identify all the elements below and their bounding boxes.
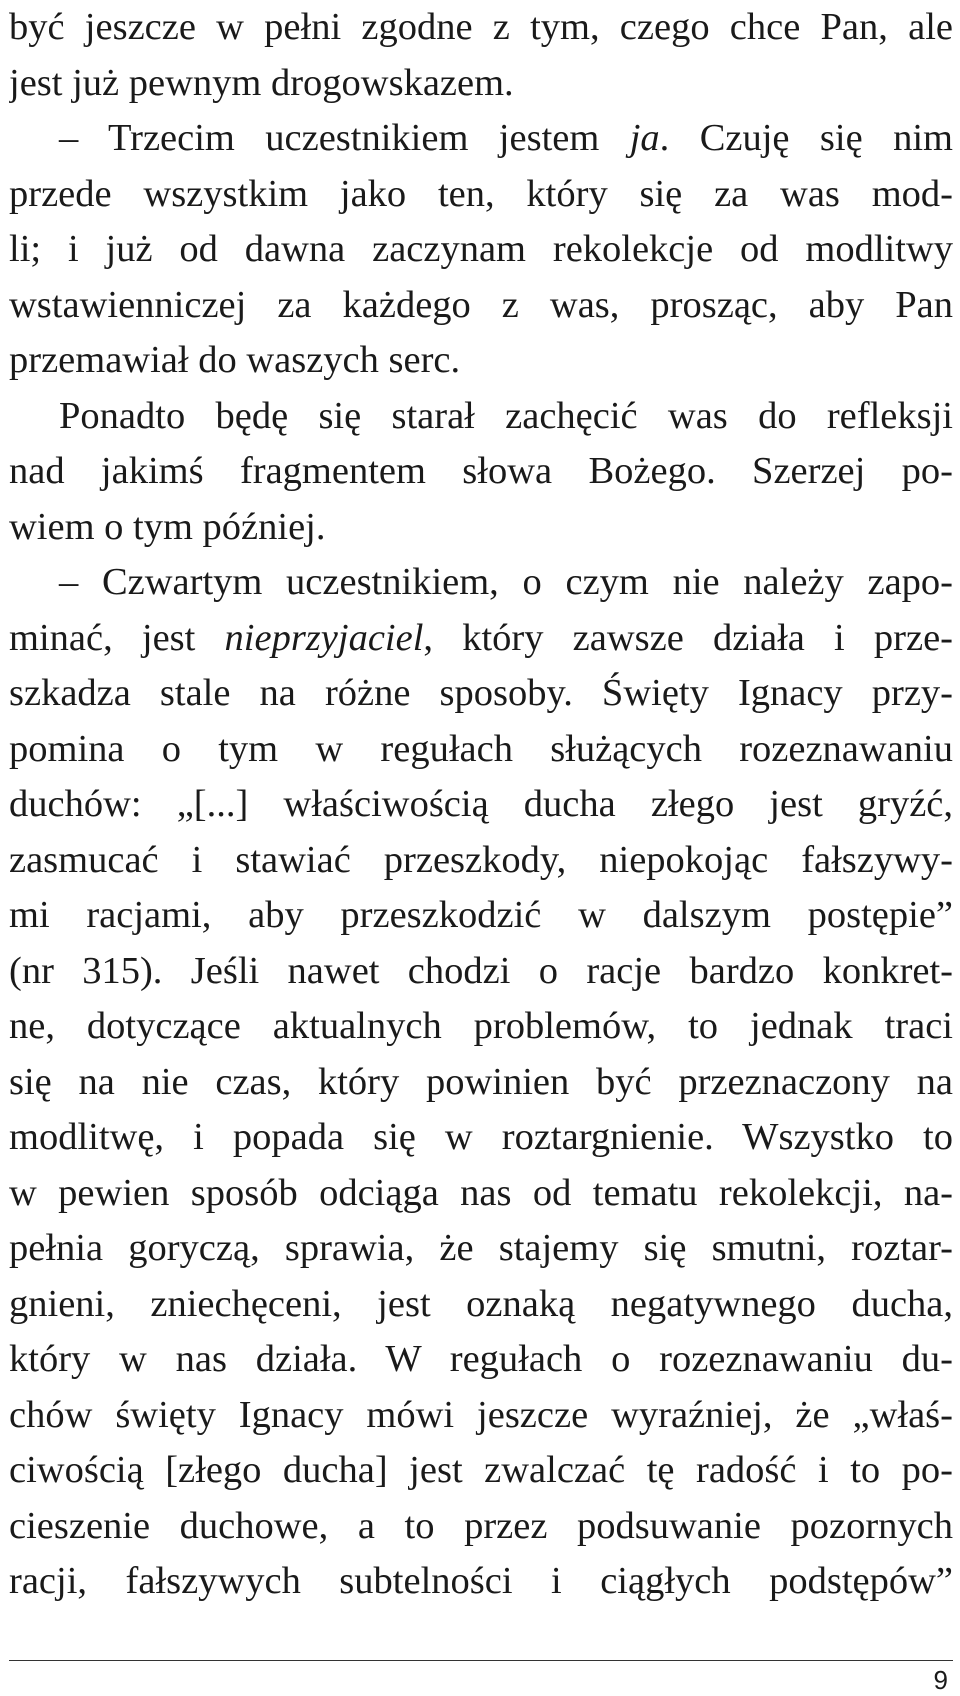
text-line: być jeszcze w pełni zgodne z tym, czego chce Pan, ale (9, 6, 953, 48)
text-line: wstawienniczej za każdego z was, prosząc, aby Pan (9, 283, 953, 326)
text-line: wiem o tym później. (9, 505, 326, 548)
text-line: zasmucać i stawiać przeszkody, niepokojąc fałszywy- (9, 838, 953, 881)
text-line: cieszenie duchowe, a to przez podsuwanie pozornych (9, 1504, 953, 1547)
text-line: li; i już od dawna zaczynam rekolekcje od modlitwy (9, 228, 953, 270)
text-line (9, 611, 953, 667)
footer-rule (9, 1660, 953, 1661)
emphasized-text: ja (629, 117, 660, 159)
text-line: pomina o tym w regułach służących rozeznawaniu (9, 727, 953, 770)
text-line: – Czwartym uczestnikiem, o czym nie należy zapo- (59, 561, 953, 603)
text-line: szkadza stale na różne sposoby. Święty Ignacy przy- (9, 672, 953, 714)
text-line: modlitwę, i popada się w roztargnienie. Wszystko to (9, 1116, 953, 1158)
text-line: ciwością [złego ducha] jest zwalczać tę radość i to po- (9, 1449, 953, 1491)
text-segment: . Czuję się nim (659, 117, 953, 159)
text-line: (nr 315). Jeśli nawet chodzi o racje bardzo konkret- (9, 949, 953, 992)
text-segment: minać, jest (9, 616, 225, 659)
text-line: Ponadto będę się starał zachęcić was do refleksji (59, 394, 953, 437)
text-line: się na nie czas, który powinien być przeznaczony na (9, 1060, 953, 1103)
text-line: racji, fałszywych subtelności i ciągłych podstępów” (9, 1560, 953, 1602)
text-line: gnieni, zniechęceni, jest oznaką negatywnego ducha, (9, 1282, 953, 1325)
text-line: ne, dotyczące aktualnych problemów, to jednak traci (9, 1005, 953, 1047)
text-line: nad jakimś fragmentem słowa Bożego. Szerzej po- (9, 450, 953, 492)
text-line: który w nas działa. W regułach o rozeznawaniu du- (9, 1338, 953, 1380)
text-line: jest już pewnym drogowskazem. (9, 61, 514, 104)
text-line: przede wszystkim jako ten, który się za was mod- (9, 172, 953, 215)
text-line: przemawiał do waszych serc. (9, 339, 461, 381)
text-line: duchów: „[...] właściwością ducha złego jest gryźć, (9, 783, 953, 825)
page-body (9, 0, 953, 1610)
text-line: pełnia goryczą, sprawia, że stajemy się smutni, roztar- (9, 1227, 953, 1269)
text-line: mi racjami, aby przeszkodzić w dalszym postępie” (9, 894, 953, 936)
page-number: 9 (933, 1665, 948, 1695)
emphasized-text: nieprzyjaciel (224, 616, 424, 659)
text-segment: – Trzecim uczestnikiem jestem (59, 117, 630, 159)
text-segment: , który zawsze działa i prze- (423, 616, 953, 659)
text-line: w pewien sposób odciąga nas od tematu rekolekcji, na- (9, 1171, 953, 1214)
text-line (9, 111, 953, 167)
text-line: chów święty Ignacy mówi jeszcze wyraźniej, że „właś- (9, 1393, 953, 1436)
